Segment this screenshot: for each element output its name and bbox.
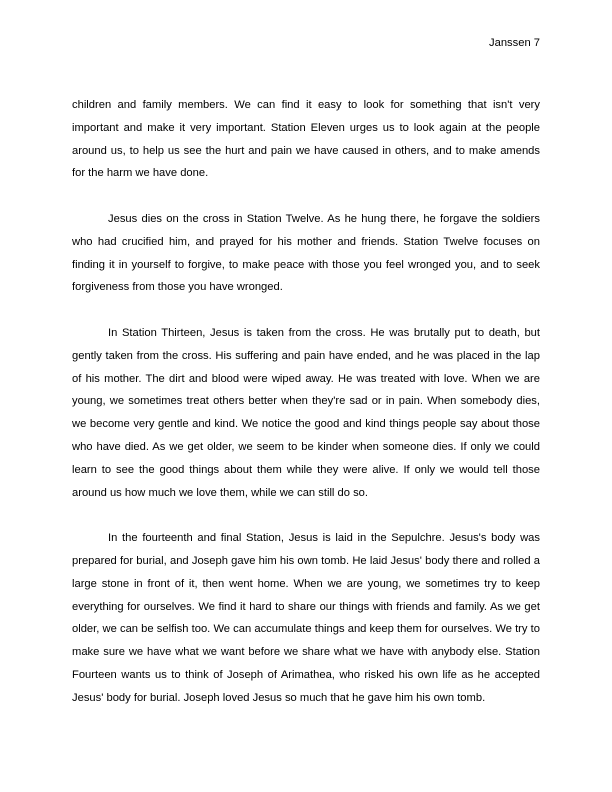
paragraph-station-fourteen: In the fourteenth and final Station, Jesus is laid in the Sepulchre. Jesus's body was prepared for burial, and Joseph gave him his own tomb. He laid Jesus' body there and rolled a large stone in front of it, then went home. When we are young, we sometimes try to keep everything for ourselves. We find it hard to share our things with friends and family. As we get older, we can be selfish too. We can accumulate things and keep them for ourselves. We try to make sure we have what we want before we share what we have with anybody else. Station Fourteen wants us to think of Joseph of Arimathea, who risked his own life as he accepted Jesus' body for burial. Joseph loved Jesus so much that he gave him his own tomb. — [72, 532, 540, 704]
paragraph-station-eleven: children and family members. We can find it easy to look for something that isn't very important and make it very important. Station Eleven urges us to look again at the people around us, to help us see the hurt and pain we have caused in others, and to make amends for the harm we have done. — [72, 99, 540, 180]
page-header: Janssen 7 — [489, 37, 540, 49]
paragraph-station-thirteen: In Station Thirteen, Jesus is taken from the cross. He was brutally put to death, but gently taken from the cross. His suffering and pain have ended, and he was placed in the lap of his mother. The dirt and blood were wiped away. He was treated with love. When we are young, we sometimes treat others better when they're sad or in pain. When somebody dies, we become very gentle and kind. We notice the good and kind things people say about those who have died. As we get older, we seem to be kinder when someone dies. If only we could learn to see the good things about them while they were alive. If only we would tell those around us how much we love them, while we can still do so. — [72, 326, 540, 499]
paragraph-station-twelve: Jesus dies on the cross in Station Twelve. As he hung there, he forgave the soldiers who had crucified him, and prayed for his mother and friends. Station Twelve focuses on finding it in yourself to forgive, to make peace with those you feel wronged you, and to seek forgiveness from those you have wronged. — [72, 212, 540, 294]
document-body — [72, 94, 540, 732]
